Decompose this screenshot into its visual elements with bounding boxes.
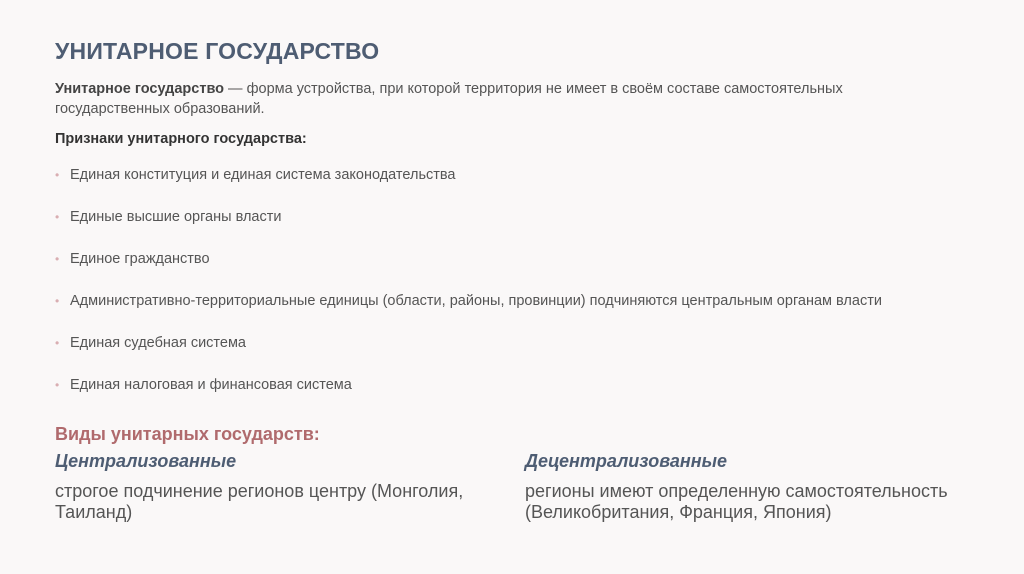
feature-text: Единые высшие органы власти	[70, 209, 282, 225]
feature-item	[55, 375, 882, 417]
features-heading: Признаки унитарного государства:	[55, 131, 307, 147]
features-list	[55, 165, 882, 417]
bullet-icon: •	[55, 294, 60, 308]
centralized-column	[55, 451, 495, 523]
definition-paragraph	[55, 79, 955, 119]
slide-title: УНИТАРНОЕ ГОСУДАРСТВО	[55, 38, 380, 64]
definition-text: — форма устройства, при которой территория не имеет в своём составе самостоятельных государственных образований.	[55, 81, 843, 117]
bullet-icon: •	[55, 378, 60, 392]
feature-item	[55, 333, 882, 375]
bullet-icon: •	[55, 336, 60, 350]
feature-text: Единое гражданство	[70, 251, 210, 267]
decentralized-column	[525, 451, 985, 523]
feature-text: Единая налоговая и финансовая система	[70, 377, 352, 393]
types-heading: Виды унитарных государств:	[55, 424, 320, 444]
decentralized-title: Децентрализованные	[525, 451, 727, 471]
feature-item	[55, 249, 882, 291]
feature-text: Единая судебная система	[70, 335, 246, 351]
feature-item	[55, 165, 882, 207]
feature-item	[55, 291, 882, 333]
centralized-text: строгое подчинение регионов центру (Монголия, Таиланд)	[55, 481, 464, 522]
feature-item	[55, 207, 882, 249]
bullet-icon: •	[55, 168, 60, 182]
centralized-title: Централизованные	[55, 451, 237, 471]
bullet-icon: •	[55, 210, 60, 224]
decentralized-text: регионы имеют определенную самостоятельность (Великобритания, Франция, Япония)	[525, 481, 948, 522]
feature-text: Единая конституция и единая система законодательства	[70, 167, 456, 183]
feature-text: Административно-территориальные единицы (области, районы, провинции) подчиняются центральным органам власти	[70, 293, 882, 309]
bullet-icon: •	[55, 252, 60, 266]
definition-term: Унитарное государство	[55, 81, 225, 97]
